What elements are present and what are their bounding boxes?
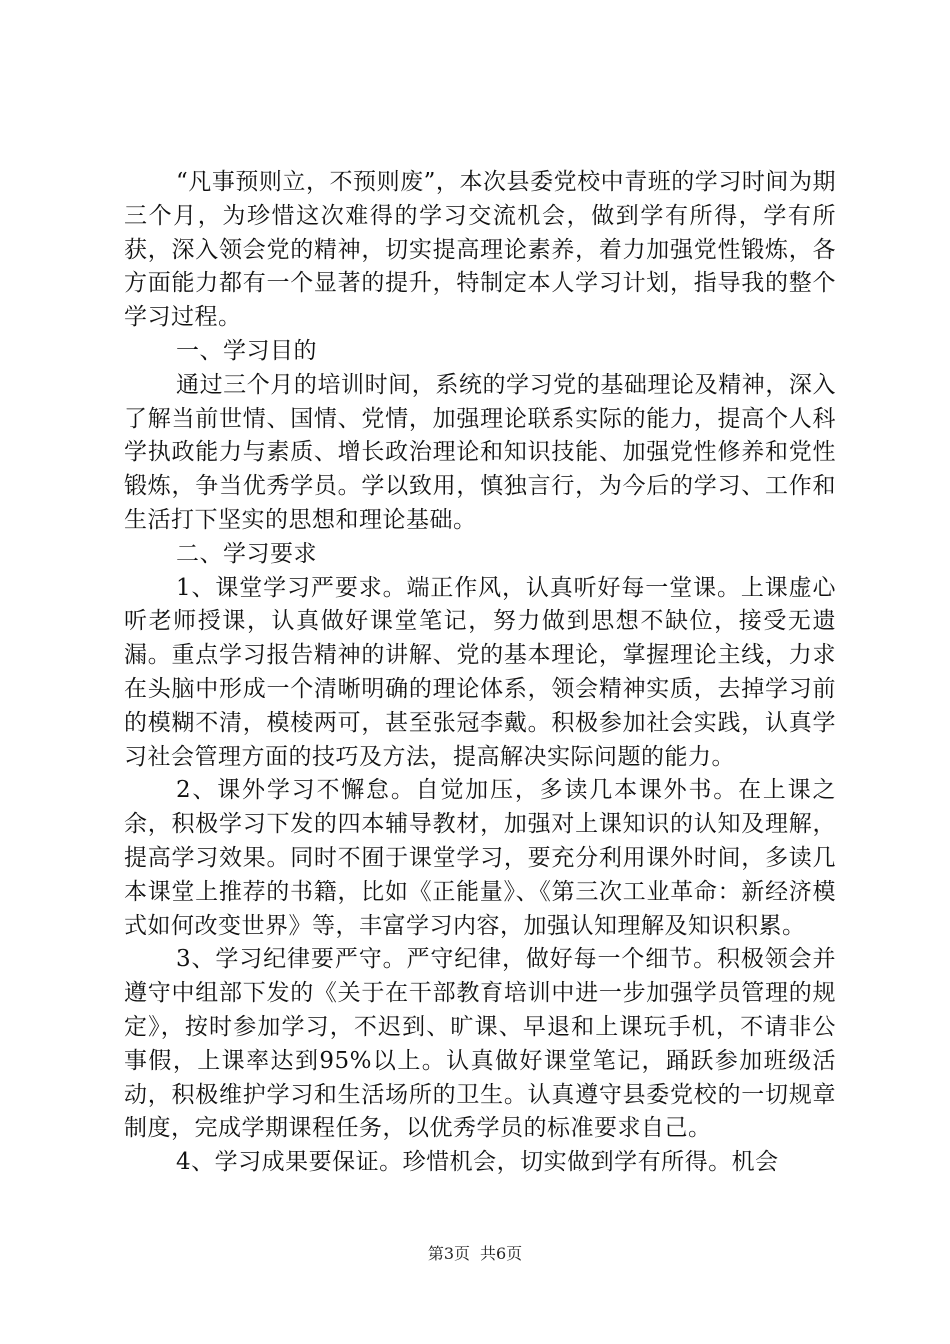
requirement-paragraph-3: 3、学习纪律要严守。严守纪律，做好每一个细节。积极领会并遵守中组部下发的《关于在干部教育培训中进一步加强学员管理的规定》，按时参加学习，不迟到、旷课、早退和上课玩手机，不请非公事假，上课率达到95%以上。认真做好课堂笔记，踊跃参加班级活动，积极维护学习和生活场所的卫生。认真遵守县委党校的一切规章制度，完成学期课程任务，以优秀学员的标准要求自己。 xyxy=(124,946,836,1142)
section-heading-requirements: 二、学习要求 xyxy=(176,540,317,567)
section-heading-purpose: 一、学习目的 xyxy=(176,337,317,364)
intro-paragraph: “凡事预则立，不预则废”，本次县委党校中青班的学习时间为期三个月，为珍惜这次难得的学习交流机会，做到学有所得，学有所获，深入领会党的精神，切实提高理论素养，着力加强党性锻炼，各方面能力都有一个显著的提升，特制定本人学习计划，指导我的整个学习过程。 xyxy=(124,169,836,331)
requirement-paragraph-4: 4、学习成果要保证。珍惜机会，切实做到学有所得。机会 xyxy=(176,1149,779,1176)
document-body xyxy=(124,166,836,1180)
requirement-paragraph-2: 2、课外学习不懈怠。自觉加压，多读几本课外书。在上课之余，积极学习下发的四本辅导教材，加强对上课知识的认知及理解，提高学习效果。同时不囿于课堂学习，要充分利用课外时间，多读几本课堂上推荐的书籍，比如《正能量》、《第三次工业革命：新经济模式如何改变世界》等，丰富学习内容，加强认知理解及知识积累。 xyxy=(124,777,836,939)
page-number: 第3页 xyxy=(427,1244,470,1263)
purpose-paragraph: 通过三个月的培训时间，系统的学习党的基础理论及精神，深入了解当前世情、国情、党情，加强理论联系实际的能力，提高个人科学执政能力与素质、增长政治理论和知识技能、加强党性修养和党性锻炼，争当优秀学员。学以致用，慎独言行，为今后的学习、工作和生活打下坚实的思想和理论基础。 xyxy=(124,371,836,533)
requirement-paragraph-1: 1、课堂学习严要求。端正作风，认真听好每一堂课。上课虚心听老师授课，认真做好课堂笔记，努力做到思想不缺位，接受无遗漏。重点学习报告精神的讲解、党的基本理论，掌握理论主线，力求在头脑中形成一个清晰明确的理论体系，领会精神实质，去掉学习前的模糊不清，模棱两可，甚至张冠李戴。积极参加社会实践，认真学习社会管理方面的技巧及方法，提高解决实际问题的能力。 xyxy=(124,574,836,770)
page-total: 共6页 xyxy=(480,1244,523,1263)
page-footer xyxy=(0,1244,950,1264)
